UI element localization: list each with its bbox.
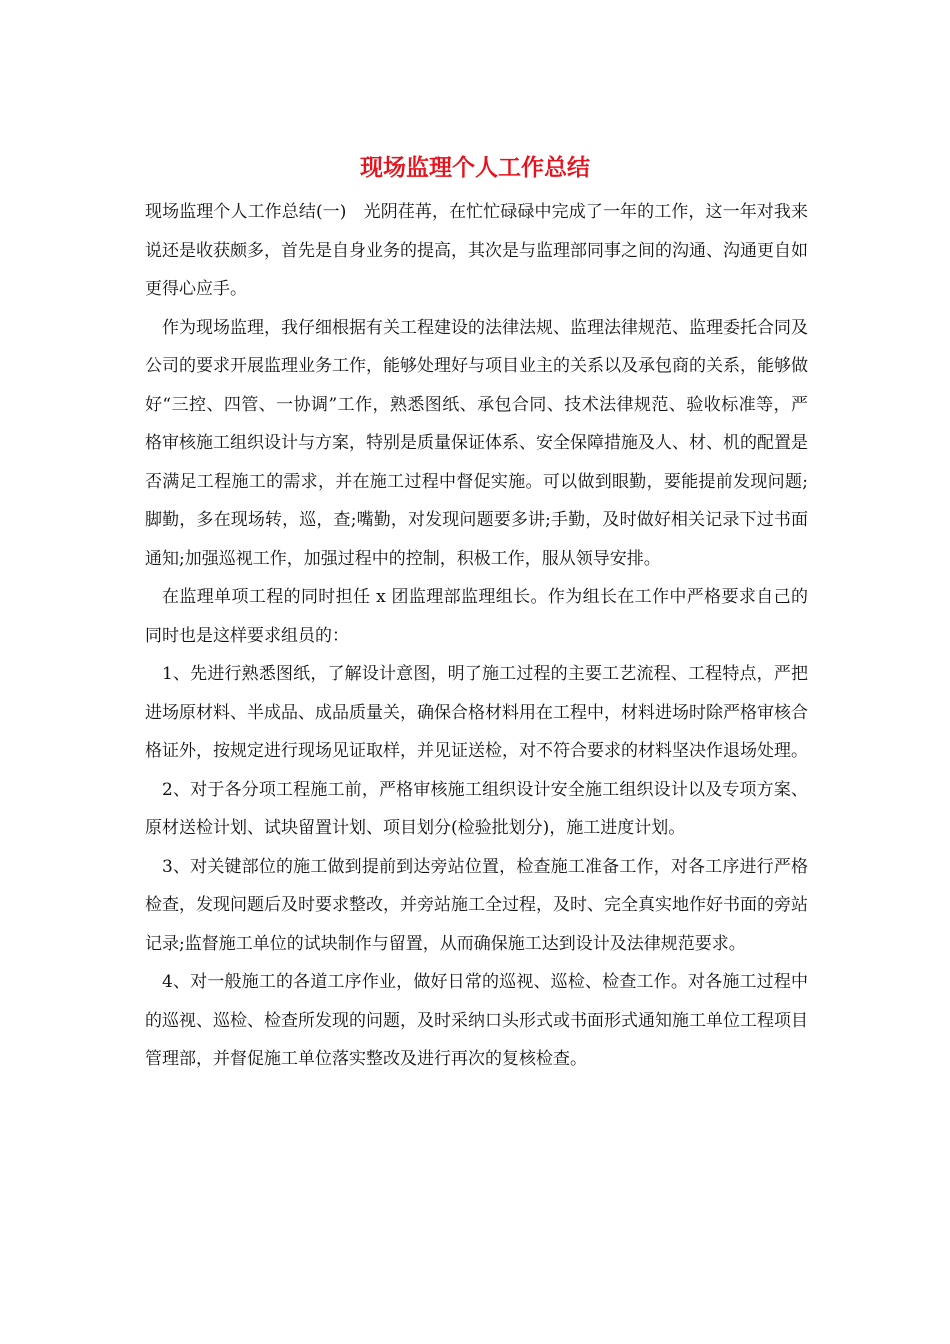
- paragraph-intro: 现场监理个人工作总结(一) 光阴荏苒，在忙忙碌碌中完成了一年的工作，这一年对我来说还是收获颇多，首先是自身业务的提高，其次是与监理部同事之间的沟通、沟通更自如更得心应手。: [145, 202, 808, 299]
- paragraph-team-lead: 在监理单项工程的同时担任 x 团监理部监理组长。作为组长在工作中严格要求自己的同时也是这样要求组员的：: [145, 587, 808, 646]
- list-item-1: 1、先进行熟悉图纸，了解设计意图，明了施工过程的主要工艺流程、工程特点，严把进场原材料、半成品、成品质量关，确保合格材料用在工程中，材料进场时除严格审核合格证外，按规定进行现场见证取样，并见证送检，对不符合要求的材料坚决作退场处理。: [145, 664, 808, 761]
- list-item-4: 4、对一般施工的各道工序作业，做好日常的巡视、巡检、检查工作。对各施工过程中的巡视、巡检、检查所发现的问题，及时采纳口头形式或书面形式通知施工单位工程项目管理部，并督促施工单位落实整改及进行再次的复核检查。: [145, 972, 808, 1069]
- document-body: [145, 193, 808, 1079]
- document-title: 现场监理个人工作总结: [360, 154, 590, 181]
- list-item-2: 2、对于各分项工程施工前，严格审核施工组织设计安全施工组织设计以及专项方案、原材送检计划、试块留置计划、项目划分(检验批划分)，施工进度计划。: [145, 779, 808, 838]
- paragraph-duties: 作为现场监理，我仔细根据有关工程建设的法律法规、监理法律规范、监理委托合同及公司的要求开展监理业务工作，能够处理好与项目业主的关系以及承包商的关系，能够做好“三控、四管、一协调”工作，熟悉图纸、承包合同、技术法律规范、验收标准等，严格审核施工组织设计与方案，特别是质量保证体系、安全保障措施及人、材、机的配置是否满足工程施工的需求，并在施工过程中督促实施。可以做到眼勤，要能提前发现问题;脚勤，多在现场转，巡，查;嘴勤，对发现问题要多讲;手勤，及时做好相关记录下过书面通知;加强巡视工作，加强过程中的控制，积极工作，服从领导安排。: [145, 317, 808, 569]
- list-item-3: 3、对关键部位的施工做到提前到达旁站位置，检查施工准备工作，对各工序进行严格检查，发现问题后及时要求整改，并旁站施工全过程，及时、完全真实地作好书面的旁站记录;监督施工单位的试块制作与留置，从而确保施工达到设计及法律规范要求。: [145, 856, 808, 954]
